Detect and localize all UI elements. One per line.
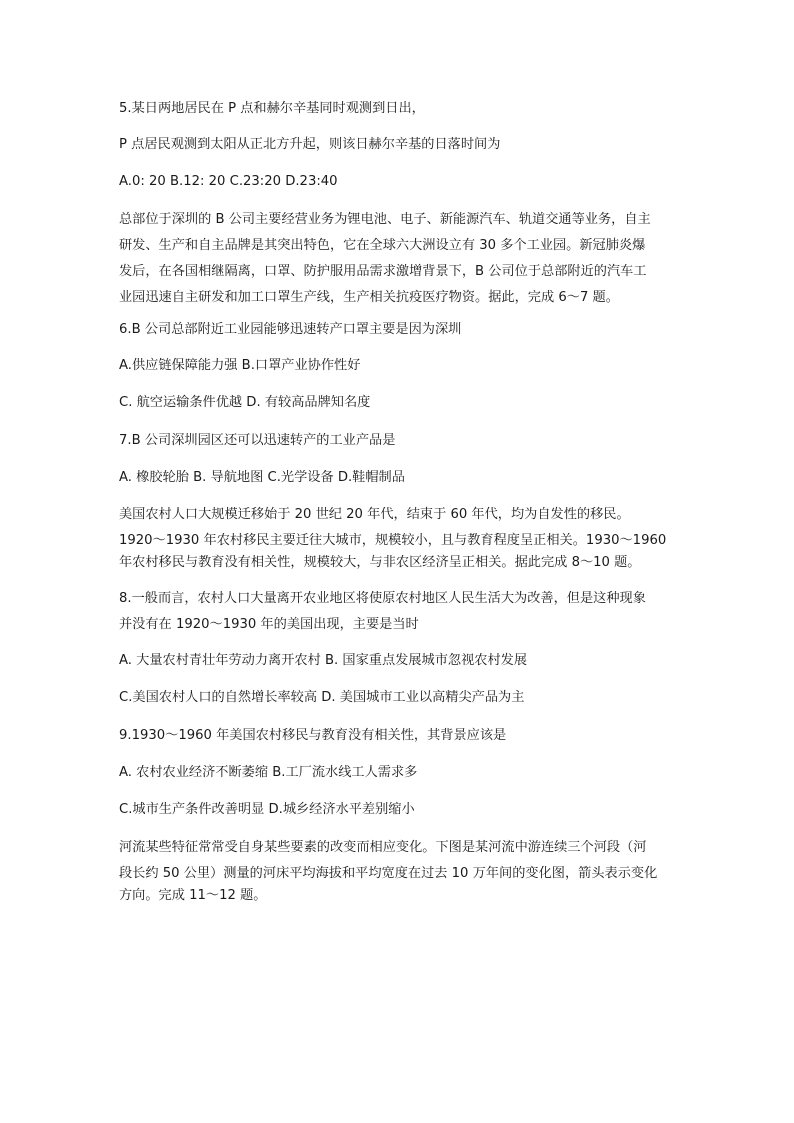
passage3-line: 段长约 50 公里）测量的河床平均海拔和平均宽度在过去 10 万年间的变化图，箭头表示变化 <box>119 866 658 881</box>
q6-stem: 6.B 公司总部附近工业园能够迅速转产口罩主要是因为深圳 <box>119 322 462 337</box>
q5-stem-line2: P 点居民观测到太阳从正北方升起，则该日赫尔辛基的日落时间为 <box>119 137 501 152</box>
passage1-line: 发后，在各国相继隔离，口罩、防护服用品需求激增背景下，B 公司位于总部附近的汽车工 <box>119 264 647 279</box>
passage2-line: 年农村移民与教育没有相关性，规模较大，与非农区经济呈正相关。据此完成 8～10 题。 <box>119 555 641 570</box>
passage1-line: 总部位于深圳的 B 公司主要经营业务为锂电池、电子、新能源汽车、轨道交通等业务，自主 <box>119 212 651 227</box>
q5-stem-line1: 5.某日两地居民在 P 点和赫尔辛基同时观测到日出， <box>119 101 425 116</box>
q7-stem: 7.B 公司深圳园区还可以迅速转产的工业产品是 <box>119 433 396 448</box>
passage3-line: 河流某些特征常常受自身某些要素的改变而相应变化。下图是某河流中游连续三个河段（河 <box>119 840 647 855</box>
q9-stem: 9.1930～1960 年美国农村移民与教育没有相关性，其背景应该是 <box>119 728 507 743</box>
q7-options: A. 橡胶轮胎 B. 导航地图 C.光学设备 D.鞋帽制品 <box>119 470 405 485</box>
passage1-line: 研发、生产和自主品牌是其突出特色，它在全球六大洲设立有 30 多个工业园。新冠肺炎爆 <box>119 238 646 253</box>
q9-options-line1: A. 农村农业经济不断萎缩 B.工厂流水线工人需求多 <box>119 765 418 780</box>
q5-options: A.0: 20 B.12: 20 C.23:20 D.23:40 <box>119 174 338 189</box>
q8-stem-line1: 8.一般而言，农村人口大量离开农业地区将使原农村地区人民生活大为改善，但是这种现象 <box>119 591 646 606</box>
q8-stem-line2: 并没有在 1920～1930 年的美国出现，主要是当时 <box>119 617 419 632</box>
passage2-line: 1920～1930 年农村移民主要迁往大城市，规模较小，且与教育程度呈正相关。1930～1960 <box>119 533 667 548</box>
q9-options-line2: C.城市生产条件改善明显 D.城乡经济水平差别缩小 <box>119 802 415 817</box>
q8-options-line1: A. 大量农村青壮年劳动力离开农村 B. 国家重点发展城市忽视农村发展 <box>119 653 528 668</box>
q6-options-line2: C. 航空运输条件优越 D. 有较高品牌知名度 <box>119 395 371 410</box>
q8-options-line2: C.美国农村人口的自然增长率较高 D. 美国城市工业以高精尖产品为主 <box>119 690 525 705</box>
q6-options-line1: A.供应链保障能力强 B.口罩产业协作性好 <box>119 358 361 373</box>
passage1-line: 业园迅速自主研发和加工口罩生产线，生产相关抗疫医疗物资。据此，完成 6～7 题。 <box>119 290 619 305</box>
passage2-line: 美国农村人口大规模迁移始于 20 世纪 20 年代，结束于 60 年代，均为自发性的移民。 <box>119 507 630 522</box>
passage3-line: 方向。完成 11～12 题。 <box>119 888 267 903</box>
